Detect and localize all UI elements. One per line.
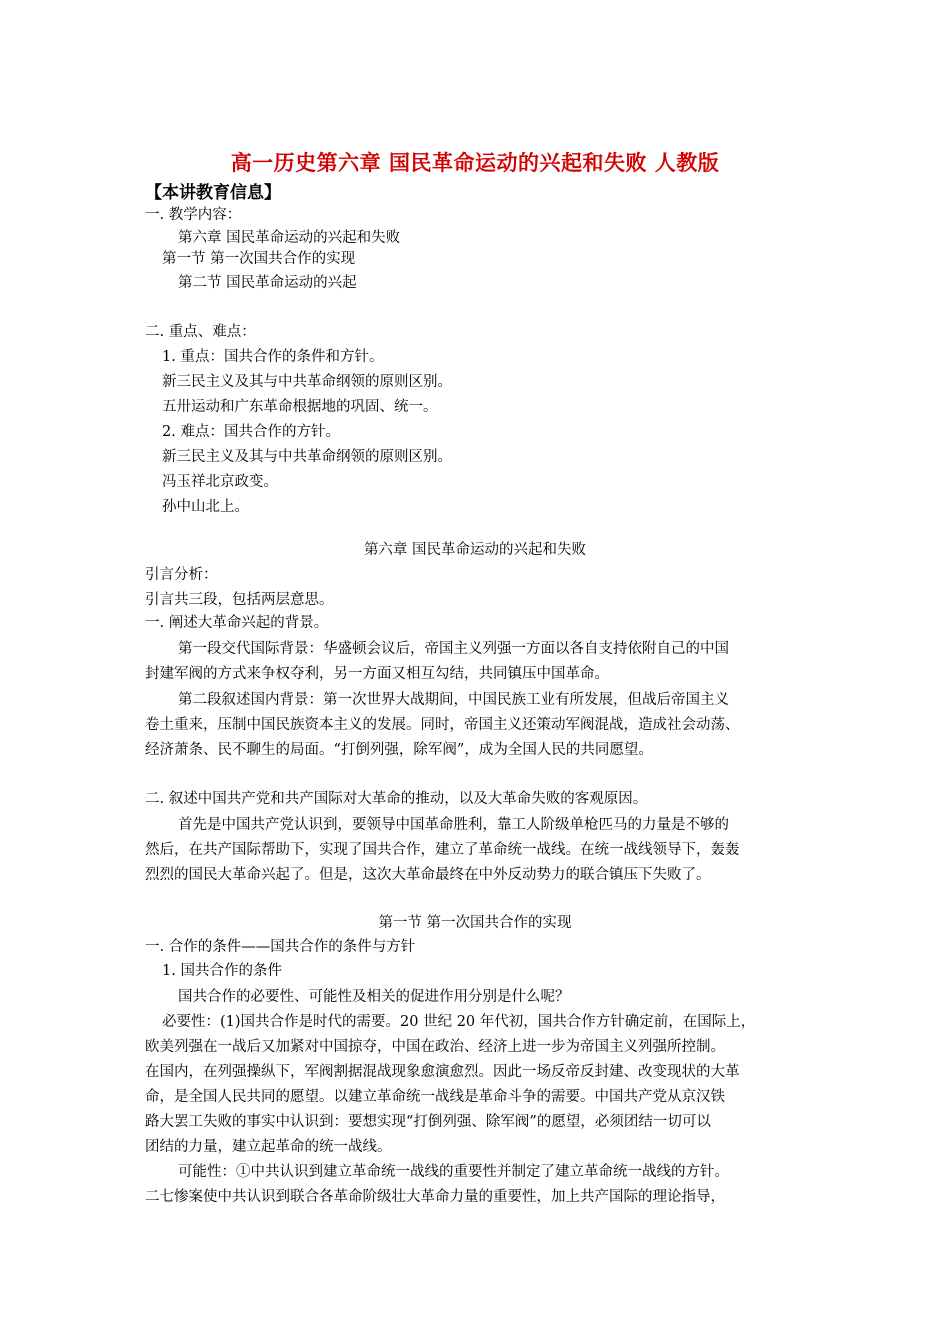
text-line: 二七惨案使中共认识到联合各革命阶级壮大革命力量的重要性，加上共产国际的理论指导，: [145, 1189, 725, 1205]
text-line: 烈烈的国民大革命兴起了。但是，这次大革命最终在中外反动势力的联合镇压下失败了。: [145, 867, 711, 883]
text-line: 引言共三段，包括两层意思。: [145, 592, 334, 608]
text-line: 引言分析：: [145, 567, 218, 583]
text-line: 可能性：①中共认识到建立革命统一战线的重要性并制定了建立革命统一战线的方针。: [178, 1164, 729, 1180]
text-line: 2. 难点：国共合作的方针。: [162, 424, 340, 440]
section-heading: 第一节 第一次国共合作的实现: [378, 915, 572, 931]
text-line: 然后，在共产国际帮助下，实现了国共合作，建立了革命统一战线。在统一战线领导下，轰轰: [145, 842, 740, 858]
text-line: 二. 叙述中国共产党和共产国际对大革命的推动，以及大革命失败的客观原因。: [145, 791, 648, 807]
text-line: 第六章 国民革命运动的兴起和失败: [178, 230, 401, 246]
document-title: 高一历史第六章 国民革命运动的兴起和失败 人教版: [230, 151, 720, 175]
text-line: 经济萧条、民不聊生的局面。“打倒列强，除军阀”，成为全国人民的共同愿望。: [145, 742, 653, 758]
text-line: 1. 重点：国共合作的条件和方针。: [162, 349, 384, 365]
text-line: 五卅运动和广东革命根据地的巩固、统一。: [162, 399, 438, 415]
text-line: 必要性：(1)国共合作是时代的需要。20 世纪 20 年代初，国共合作方针确定前，在国际上，: [162, 1014, 756, 1030]
text-line: 国共合作的必要性、可能性及相关的促进作用分别是什么呢？: [178, 989, 570, 1005]
text-line: 第一段交代国际背景：华盛顿会议后，帝国主义列强一方面以各自支持依附自己的中国: [178, 641, 729, 657]
text-line: 新三民主义及其与中共革命纲领的原则区别。: [162, 374, 452, 390]
text-line: 在国内，在列强操纵下，军阀割据混战现象愈演愈烈。因此一场反帝反封建、改变现状的大革: [145, 1064, 740, 1080]
text-line: 团结的力量，建立起革命的统一战线。: [145, 1139, 392, 1155]
text-line: 欧美列强在一战后又加紧对中国掠夺，中国在政治、经济上进一步为帝国主义列强所控制。: [145, 1039, 725, 1055]
section-header: 【本讲教育信息】: [145, 183, 281, 203]
text-line: 孙中山北上。: [162, 499, 249, 515]
text-line: 一. 合作的条件——国共合作的条件与方针: [145, 939, 416, 955]
text-line: 第一节 第一次国共合作的实现: [162, 251, 356, 267]
text-line: 一. 阐述大革命兴起的背景。: [145, 615, 329, 631]
text-line: 第二段叙述国内背景：第一次世界大战期间，中国民族工业有所发展，但战后帝国主义: [178, 692, 729, 708]
text-line: 新三民主义及其与中共革命纲领的原则区别。: [162, 449, 452, 465]
text-line: 第二节 国民革命运动的兴起: [178, 275, 357, 291]
text-line: 路大罢工失败的事实中认识到：要想实现“打倒列强、除军阀”的愿望，必须团结一切可以: [145, 1114, 711, 1130]
text-line: 二. 重点、难点：: [145, 324, 256, 340]
text-line: 首先是中国共产党认识到，要领导中国革命胜利，靠工人阶级单枪匹马的力量是不够的: [178, 817, 729, 833]
text-line: 卷土重来，压制中国民族资本主义的发展。同时，帝国主义还策动军阀混战，造成社会动荡、: [145, 717, 740, 733]
text-line: 1. 国共合作的条件: [162, 963, 282, 979]
text-line: 冯玉祥北京政变。: [162, 474, 278, 490]
chapter-heading: 第六章 国民革命运动的兴起和失败: [363, 542, 587, 558]
text-line: 命，是全国人民共同的愿望。以建立革命统一战线是革命斗争的需要。中国共产党从京汉铁: [145, 1089, 725, 1105]
text-line: 封建军阀的方式来争权夺利，另一方面又相互勾结，共同镇压中国革命。: [145, 666, 609, 682]
text-line: 一. 教学内容：: [145, 207, 242, 223]
